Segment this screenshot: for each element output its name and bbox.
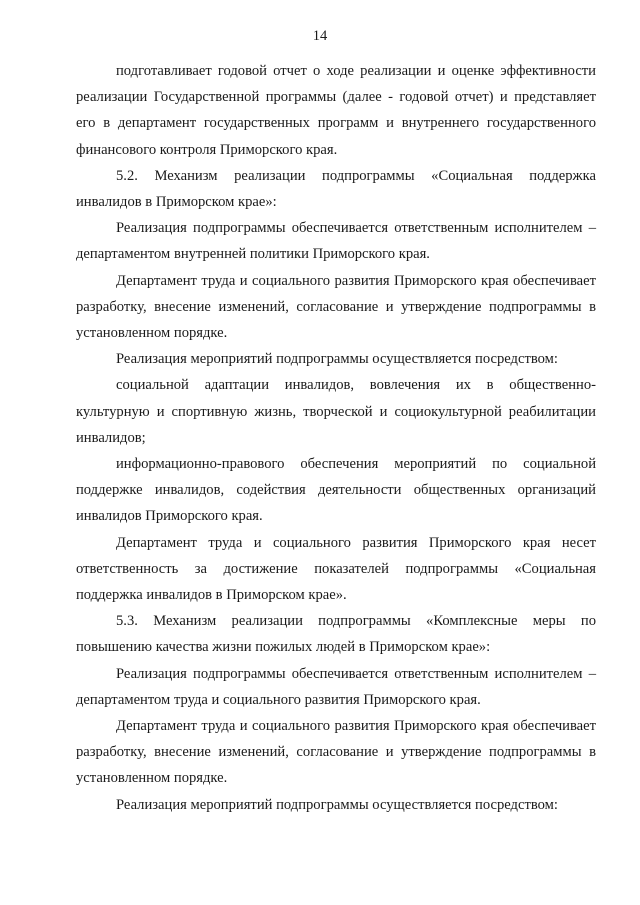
paragraph-labor-department-duties-5-2: Департамент труда и социального развития Приморского края обеспечивает разработку, внесение изменений, согласование и утверждение подпрограммы в установленном порядке. (76, 272, 596, 342)
paragraph-labor-department-duties-5-3: Департамент труда и социального развития Приморского края обеспечивает разработку, внесение изменений, согласование и утверждение подпрограммы в установленном порядке. (76, 718, 596, 787)
paragraph-annual-report: подготавливает годовой отчет о ходе реализации и оценке эффективности реализации Государственной программы (далее - годовой отчет) и представляет его в департамент государственных программ и внутреннего государственного финансового контроля Приморского края. (76, 63, 596, 158)
paragraph-section-5-3-heading: 5.3. Механизм реализации подпрограммы «Комплексные меры по повышению качества жизни пожилых людей в Приморском крае»: (76, 613, 596, 656)
paragraph-implementation-means-5-3: Реализация мероприятий подпрограммы осуществляется посредством: (116, 796, 558, 813)
paragraph-social-adaptation: социальной адаптации инвалидов, вовлечения их в общественно-культурную и спортивную жизнь, творческой и социокультурной реабилитации инвалидов; (76, 377, 596, 446)
paragraph-legal-information-support: информационно-правового обеспечения мероприятий по социальной поддержке инвалидов, содействия деятельности общественных организаций инвалидов Приморского края. (76, 456, 596, 525)
page-number: 14 (312, 28, 328, 44)
paragraph-responsible-executor-5-2: Реализация подпрограммы обеспечивается ответственным исполнителем – департаментом внутренней политики Приморского края. (76, 220, 596, 263)
paragraph-implementation-means-5-2: Реализация мероприятий подпрограммы осуществляется посредством: (116, 351, 558, 368)
paragraph-section-5-2-heading: 5.2. Механизм реализации подпрограммы «Социальная поддержка инвалидов в Приморском крае»: (76, 167, 596, 211)
document-body (76, 58, 596, 818)
paragraph-responsibility-indicators: Департамент труда и социального развития Приморского края несет ответственность за достижение показателей подпрограммы «Социальная поддержка инвалидов в Приморском крае». (76, 534, 596, 604)
paragraph-responsible-executor-5-3: Реализация подпрограммы обеспечивается ответственным исполнителем – департаментом труда и социального развития Приморского края. (76, 665, 596, 708)
